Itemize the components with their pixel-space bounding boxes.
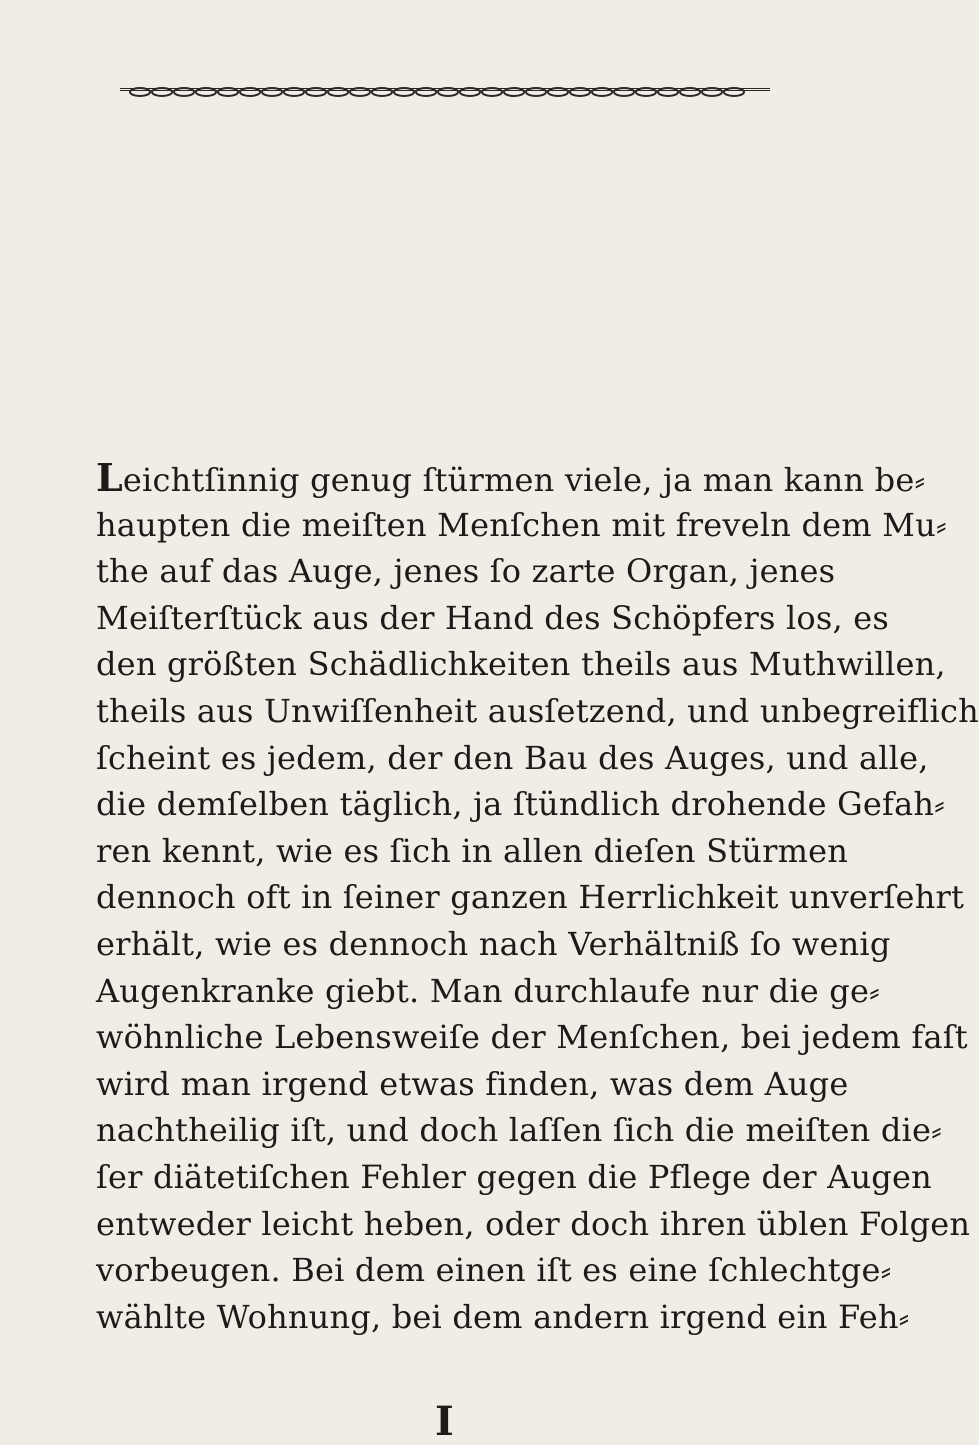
- text-line-8: die demſelben täglich, ja ſtündlich drohende Gefah⸗: [96, 785, 946, 824]
- ornament-chain-icon: [120, 85, 770, 99]
- text-line-12: Augenkranke giebt. Man durchlaufe nur die ge⸗: [96, 971, 880, 1010]
- text-line-1: Leichtſinnig genug ſtürmen viele, ja man kann be⸗: [96, 455, 926, 500]
- text-line-2: haupten die meiſten Menſchen mit freveln dem Mu⸗: [96, 505, 947, 544]
- text-line-3: the auf das Auge, jenes ſo zarte Organ, jenes: [96, 552, 836, 591]
- text-line-7: ſcheint es jedem, der den Bau des Auges, und alle,: [96, 738, 929, 777]
- text-line-6: theils aus Unwiſſenheit ausſetzend, und unbegreiflich: [96, 691, 979, 730]
- text-line-13: wöhnliche Lebensweiſe der Menſchen, bei jedem faſt: [96, 1018, 968, 1057]
- text-line-19: wählte Wohnung, bei dem andern irgend ein Feh⸗: [96, 1297, 910, 1336]
- drop-cap: L: [96, 455, 123, 500]
- text-line-10: dennoch oft in ſeiner ganzen Herrlichkeit unverſehrt: [96, 878, 965, 917]
- text-line-15: nachtheilig iſt, und doch laſſen ſich die meiſten die⸗: [96, 1111, 942, 1150]
- text-line-17: entweder leicht heben, oder doch ihren üblen Folgen: [96, 1204, 971, 1243]
- text-line-5: den größten Schädlichkeiten theils aus Muthwillen,: [96, 645, 946, 684]
- text-line-4: Meiſterſtück aus der Hand des Schöpfers los, es: [96, 598, 890, 637]
- printer-signature-mark: I: [435, 1398, 454, 1445]
- text-line-18: vorbeugen. Bei dem einen iſt es eine ſchlechtge⸗: [96, 1251, 892, 1290]
- paragraph: [96, 455, 979, 1340]
- decorative-header-rule: [120, 88, 770, 101]
- text-line-11: erhält, wie es dennoch nach Verhältniß ſo wenig: [96, 924, 891, 963]
- text-line-16: ſer diätetiſchen Fehler gegen die Pflege der Augen: [96, 1157, 932, 1196]
- text-line-14: wird man irgend etwas finden, was dem Auge: [96, 1064, 849, 1103]
- text-line-9: ren kennt, wie es ſich in allen dieſen Stürmen: [96, 831, 849, 870]
